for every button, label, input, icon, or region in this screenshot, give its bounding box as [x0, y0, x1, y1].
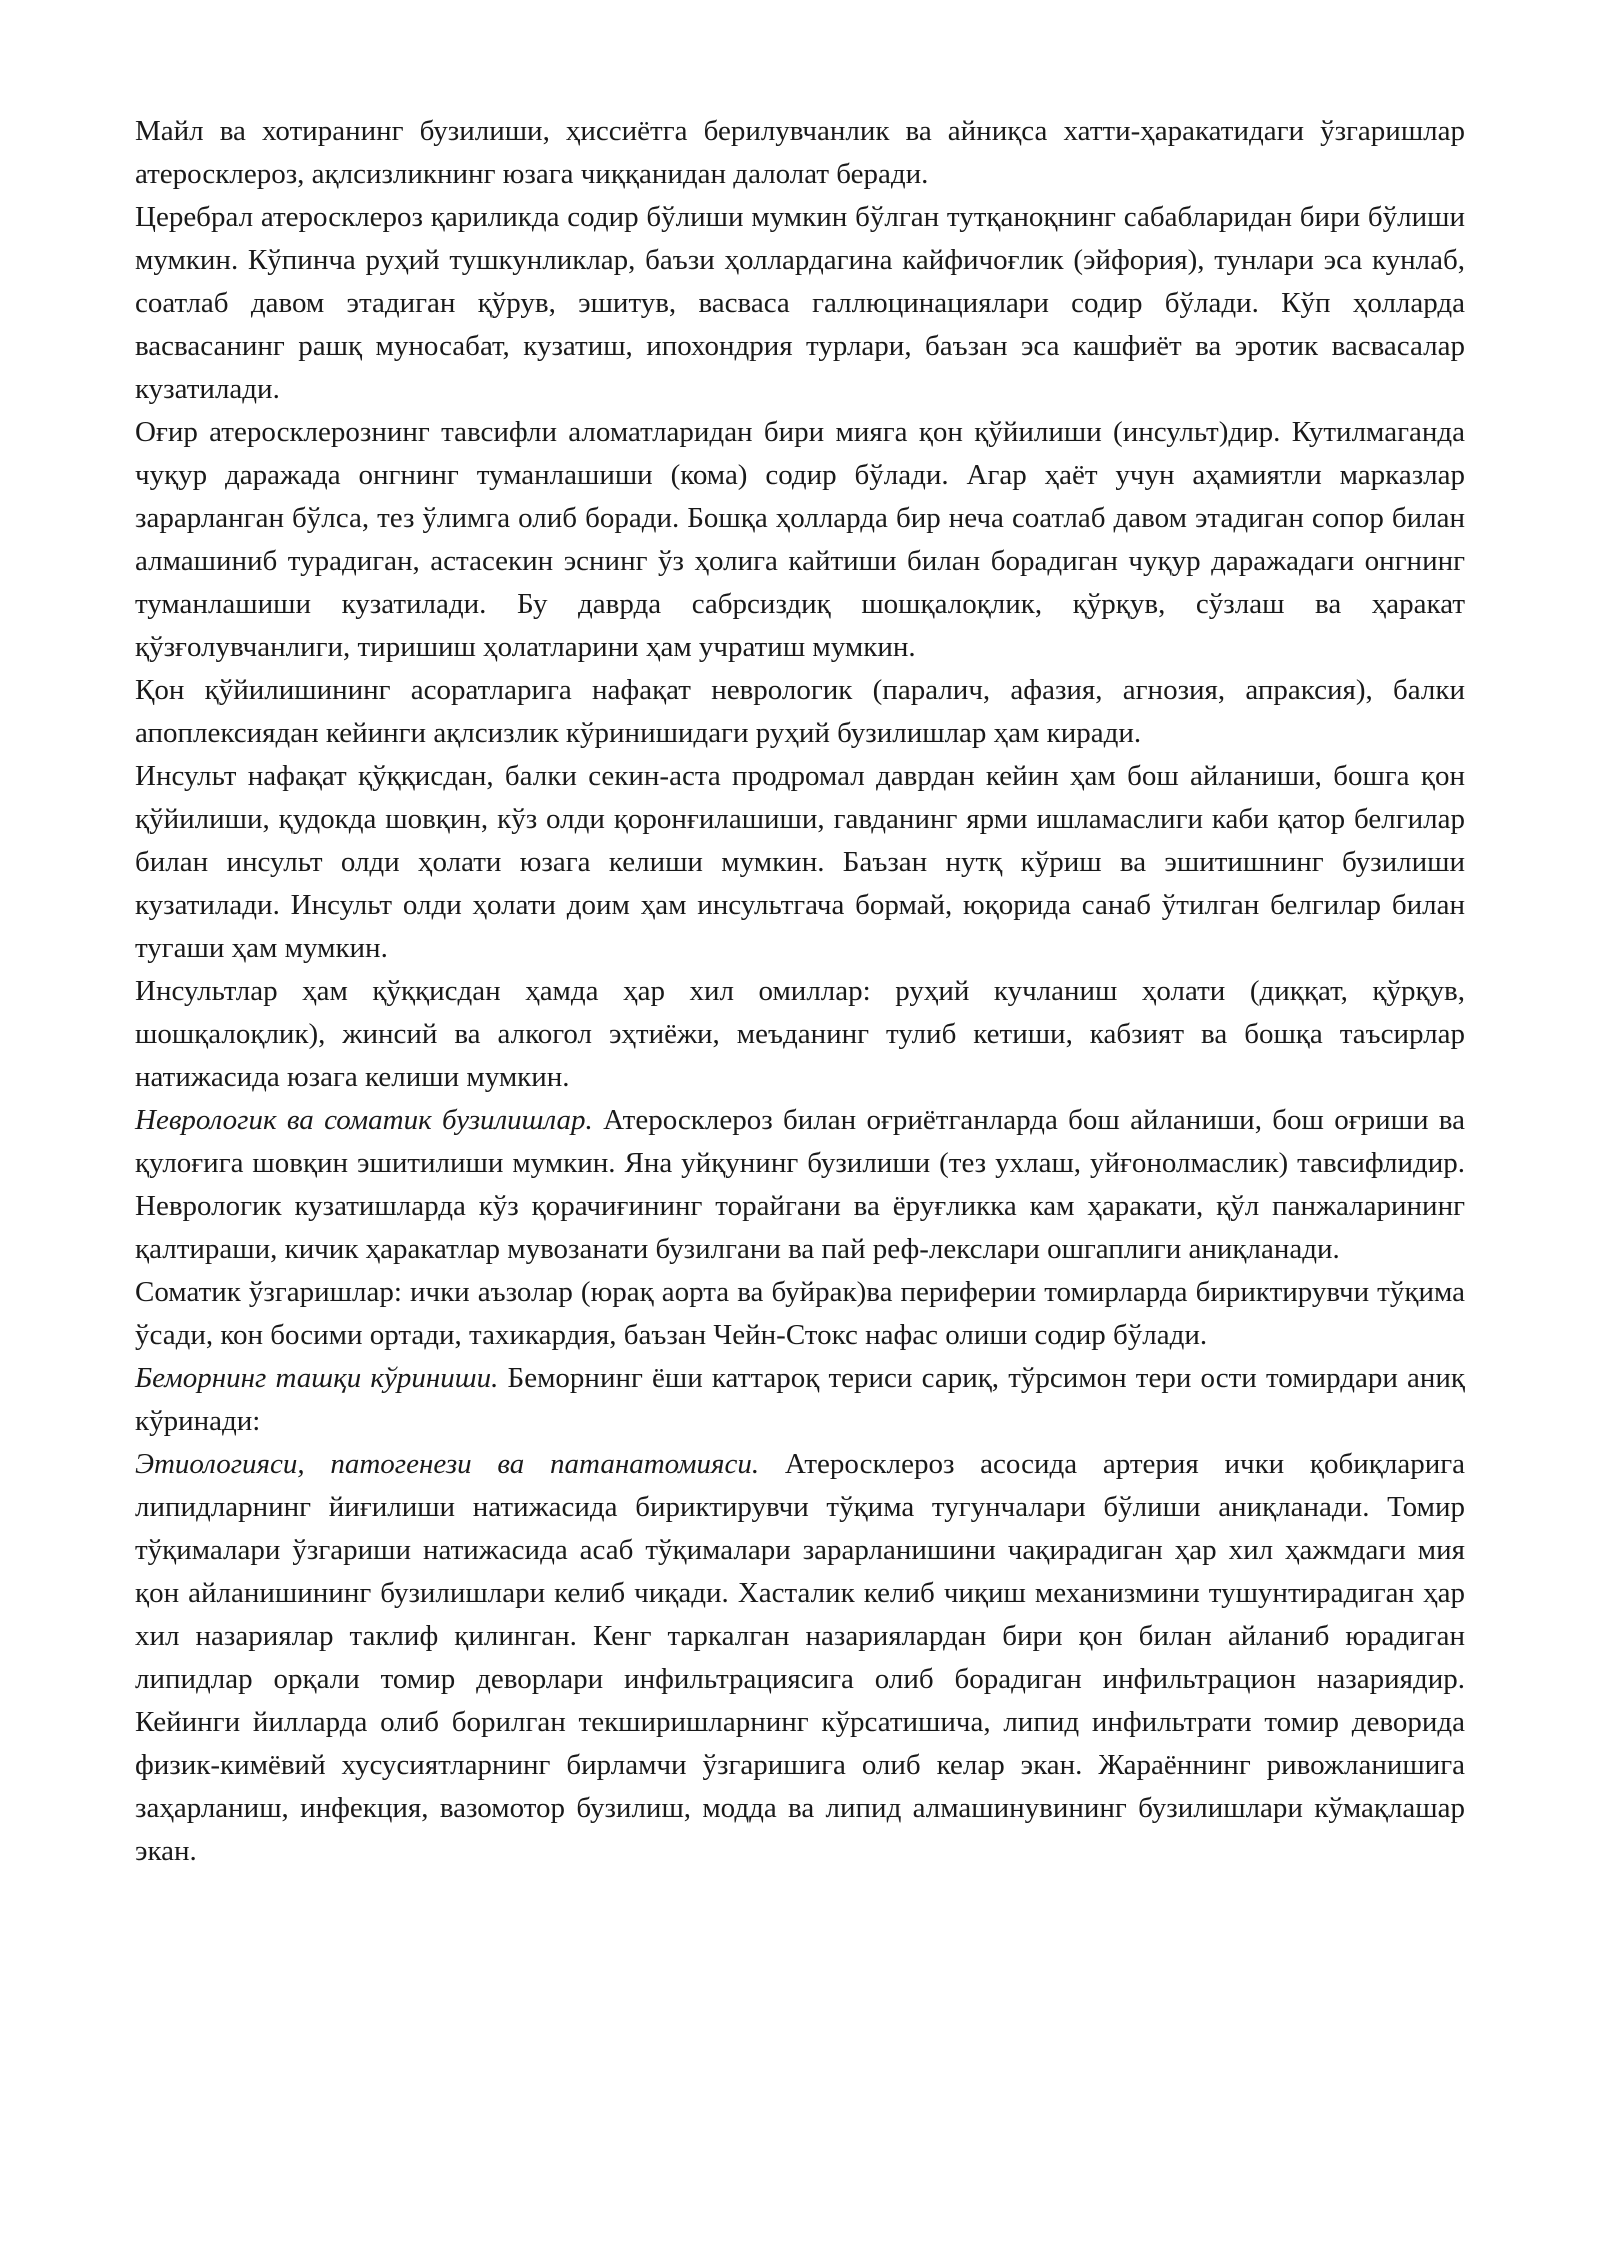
paragraph-text: Қон қўйилишининг асоратларига нафақат неврологик (паралич, афазия, агнозия, апраксия), балки апоплексиядан кейинги ақлсизлик кўринишидаги руҳий бузилишлар ҳам киради.	[135, 674, 1465, 749]
paragraph-hemorrhage-complications	[135, 669, 1465, 755]
paragraph-text: Беморнинг ёши каттароқ териси сариқ, тўрсимон тери ости томирдари аниқ кўринади:	[135, 1362, 1465, 1437]
paragraph-text: Атеросклероз асосида артерия ички қобиқларига липидларнинг йиғилиши натижасида бириктирувчи тўқима тугунчалари бўлиши аниқланади. Томир тўқималари ўзгариши натижасида асаб тўқималари зарарланишини чақирадиган ҳар хил ҳажмдаги мия қон айланишининг бузилишлари келиб чиқади. Хасталик келиб чиқиш механизмини тушунтирадиган ҳар хил назариялар таклиф қилинган. Кенг таркалган назариялардан бири қон билан айланиб юрадиган липидлар орқали томир деворлари инфильтрациясига олиб борадиган инфильтрацион назариядир. Кейинги йилларда олиб борилган текширишларнинг кўрсатишича, липид инфильтрати томир деворида физик-кимёвий хусусиятларнинг бирламчи ўзгаришига олиб келар экан. Жараённинг ривожланишига заҳарланиш, инфекция, вазомотор бузилиш, модда ва липид алмашинувининг бузилишлари кўмақлашар экан.	[135, 1448, 1465, 1867]
paragraph-text: Майл ва хотиранинг бузилиши, ҳиссиётга берилувчанлик ва айниқса хатти-ҳаракатидаги ўзгаришлар атеросклероз, ақлсизликнинг юзага чиққанидан далолат беради.	[135, 115, 1465, 190]
document-page	[135, 110, 1465, 1873]
paragraph-lead: Неврологик ва соматик бузилишлар.	[135, 1104, 593, 1136]
paragraph-stroke-factors	[135, 970, 1465, 1099]
paragraph-cerebral-atherosclerosis	[135, 196, 1465, 411]
paragraph-text: Оғир атеросклерознинг тавсифли аломатларидан бири мияга қон қўйилиши (инсульт)дир. Кутилмаганда чуқур даражада онгнинг туманлашиши (кома) содир бўлади. Агар ҳаёт учун аҳамиятли марказлар зарарланган бўлса, тез ўлимга олиб боради. Бошқа ҳолларда бир неча соатлаб давом этадиган сопор билан алмашиниб турадиган, астасекин эснинг ўз ҳолига кайтиши билан борадиган чуқур даражадаги онгнинг туманлашиши кузатилади. Бу даврда сабрсиздиқ шошқалоқлик, қўрқув, сўзлаш ва ҳаракат қўзғолувчанлиги, тиришиш ҳолатларини ҳам учратиш мумкин.	[135, 416, 1465, 663]
paragraph-text: Церебрал атеросклероз қариликда содир бўлиши мумкин бўлган тутқаноқнинг сабабларидан бири бўлиши мумкин. Кўпинча руҳий тушкунликлар, баъзи ҳоллардагина кайфичоғлик (эйфория), тунлари эса кунлаб, соатлаб давом этадиган қўрув, эшитув, васваса галлюцинациялари содир бўлади. Кўп ҳолларда васвасанинг рашқ муносабат, кузатиш, ипохондрия турлари, баъзан эса кашфиёт ва эротик васвасалар кузатилади.	[135, 201, 1465, 405]
paragraph-etiology	[135, 1443, 1465, 1873]
paragraph-text: Инсультлар ҳам қўққисдан ҳамда ҳар хил омиллар: руҳий кучланиш ҳолати (диққат, қўрқув, шошқалоқлик), жинсий ва алкогол эҳтиёжи, меъданинг тулиб кетиши, кабзият ва бошқа таъсирлар натижасида юзага келиши мумкин.	[135, 975, 1465, 1093]
paragraph-somatic-changes	[135, 1271, 1465, 1357]
paragraph-stroke	[135, 411, 1465, 669]
paragraph-appearance	[135, 1357, 1465, 1443]
paragraph-lead: Этиологияси, патогенези ва патанатомияси.	[135, 1448, 760, 1480]
paragraph-neurological-disorders	[135, 1099, 1465, 1271]
paragraph-text: Соматик ўзгаришлар: ички аъзолар (юрақ аорта ва буйрак)ва периферии томирларда бириктирувчи тўқима ўсади, кон босими ортади, тахикардия, баъзан Чейн-Стокс нафас олиши содир бўлади.	[135, 1276, 1465, 1351]
paragraph-text: Инсульт нафақат қўққисдан, балки секин-аста продромал даврдан кейин ҳам бош айланиши, бошга қон қўйилиши, қудокда шовқин, кўз олди қоронғилашиши, гавданинг ярми ишламаслиги каби қатор белгилар билан инсульт олди ҳолати юзага келиши мумкин. Баъзан нутқ кўриш ва эшитишнинг бузилиши кузатилади. Инсульт олди ҳолати доим ҳам инсультгача бормай, юқорида санаб ўтилган белгилар билан тугаши ҳам мумкин.	[135, 760, 1465, 964]
paragraph-memory-impairment	[135, 110, 1465, 196]
paragraph-lead: Беморнинг ташқи кўриниши.	[135, 1362, 499, 1394]
paragraph-pre-stroke-state	[135, 755, 1465, 970]
paragraph-text: Атеросклероз билан оғриётганларда бош айланиши, бош оғриши ва қулоғига шовқин эшитилиши мумкин. Яна уйқунинг бузилиши (тез ухлаш, уйғонолмаслик) тавсифлидир. Неврологик кузатишларда кўз қорачиғининг торайгани ва ёруғликка кам ҳаракати, қўл панжаларининг қалтираши, кичик ҳаракатлар мувозанати бузилгани ва пай реф-лекслари ошгаплиги аниқланади.	[135, 1104, 1465, 1265]
